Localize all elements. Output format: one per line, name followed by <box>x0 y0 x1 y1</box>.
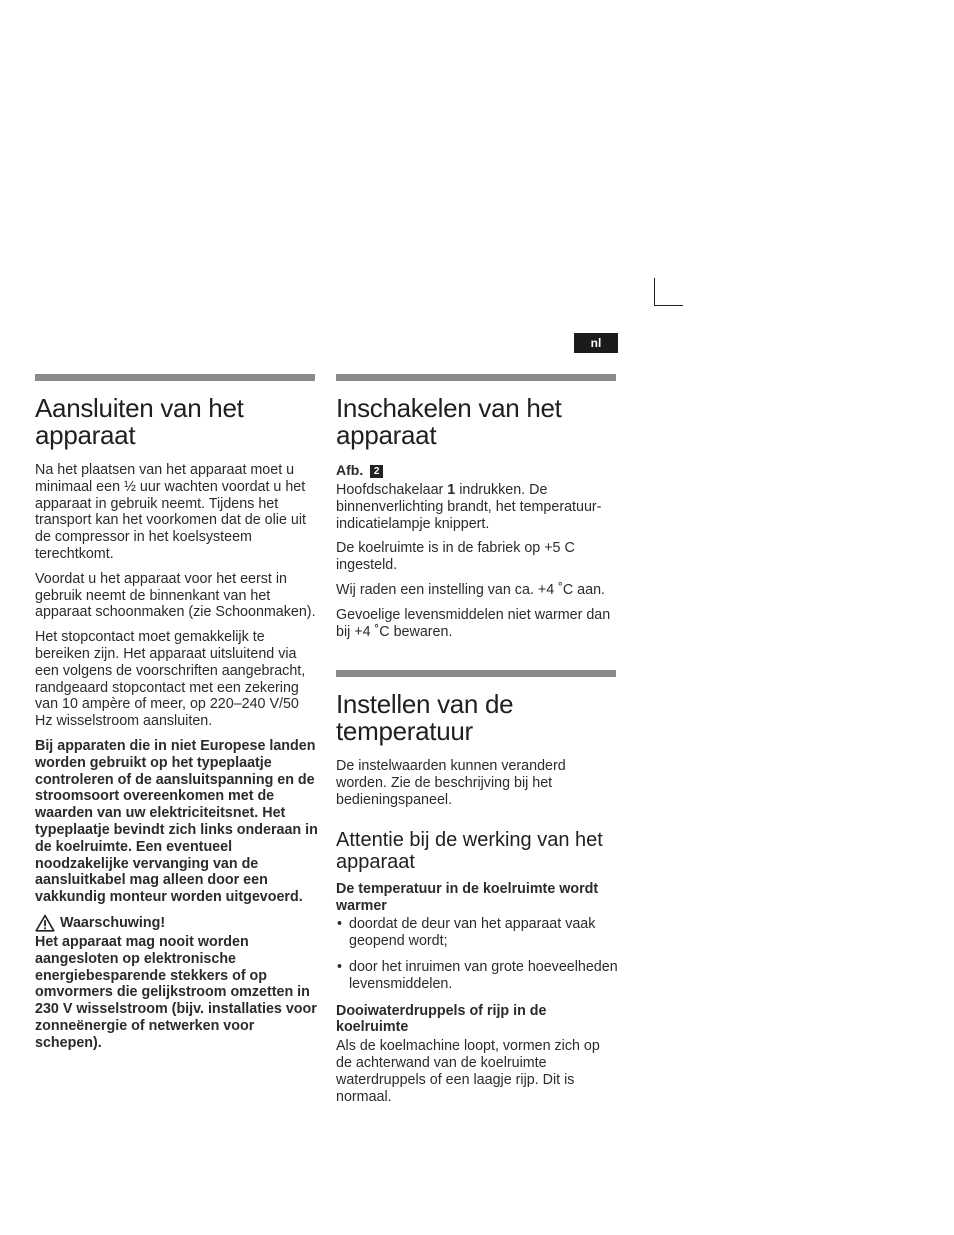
switch-number: 1 <box>447 482 456 498</box>
text-main-switch: Hoofdschakelaar <box>336 482 448 498</box>
list-item: • door het inruimen van grote hoeveelheden levensmiddelen. <box>336 959 619 993</box>
figure-reference <box>336 462 619 478</box>
paragraph-wait: Na het plaatsen van het apparaat moet u minimaal een ½ uur wachten voordat u het apparaat in gebruik neemt. Tijdens het transport kan het voorkomen dat de olie uit de compressor in het koelsysteem terechtkomt. <box>35 462 307 562</box>
heading-connecting: Aansluiten van het apparaat <box>35 393 244 450</box>
paragraph-clean: Voordat u het apparaat voor het eerst in gebruik neemt de binnenkant van het apparaat schoonmaken (zie Schoonmaken). <box>35 570 316 621</box>
section-temperature <box>336 670 619 1105</box>
warning-heading <box>35 914 318 932</box>
figure-number: 2 <box>370 465 383 478</box>
section-rule <box>336 670 616 677</box>
paragraph-non-european: Bij apparaten die in niet Europese landen worden gebruikt op het typeplaatje controleren of de aansluitspanning en de stroomsoort overeenkomen met de waarden van uw elektriciteitsnet. Het typeplaatje bevindt zich links onderaan in de koelruimte. Een eventueel noodzakelijke vervanging van de aansluitkabel mag alleen door een vakkundig monteur worden uitgevoerd. <box>35 737 318 906</box>
crop-mark <box>654 278 683 306</box>
figure-label: Afb. <box>336 462 364 478</box>
bold-heading-droplets: Dooiwaterdruppels of rijp in de koelruimte <box>336 1002 547 1036</box>
language-badge: nl <box>574 333 618 353</box>
left-column <box>35 374 318 1060</box>
paragraph-socket: Het stopcontact moet gemakkelijk te bereiken zijn. Het apparaat uitsluitend via een volgens de voorschriften aangebracht, randgeaard stopcontact met een zekering van 10 ampère of meer, op 220–240 V/50 Hz wisselstroom aansluiten. <box>35 629 306 730</box>
text-lighting: indrukken. De binnenverlichting brandt, het temperatuur-indicatielampje knippert. <box>336 482 602 532</box>
heading-switch-on: Inschakelen van het apparaat <box>336 393 562 450</box>
paragraph-recommended: Wij raden een instelling van ca. +4 ˚C aan. <box>336 581 606 598</box>
bullet-list <box>336 916 619 992</box>
subheading-attention: Attentie bij de werking van het apparaat <box>336 828 603 873</box>
section-rule <box>35 374 315 381</box>
paragraph-main-switch <box>336 482 619 532</box>
paragraph-settings: De instelwaarden kunnen veranderd worden. Zie de beschrijving bij het bedieningspaneel. <box>336 758 566 808</box>
paragraph-sensitive-food: Gevoelige levensmiddelen niet warmer dan bij +4 ˚C bewaren. <box>336 606 611 640</box>
heading-temperature: Instellen van de temperatuur <box>336 689 514 747</box>
paragraph-droplets: Als de koelmachine loopt, vormen zich op de achterwand van de koelruimte waterdruppels of een laagje rijp. Dit is normaal. <box>336 1038 600 1105</box>
list-item: • doordat de deur van het apparaat vaak geopend wordt; <box>336 916 619 950</box>
paragraph-factory-setting: De koelruimte is in de fabriek op +5 C ingesteld. <box>336 540 575 574</box>
warning-title: Waarschuwing! <box>60 914 166 931</box>
warning-triangle-icon <box>35 914 55 932</box>
right-column <box>336 374 619 1113</box>
warning-text: Het apparaat mag nooit worden aangesloten op elektronische energiebesparende stekkers of op omvormers die gelijkstroom omzetten in 230 V wisselstroom (bijv. installaties voor zonneënergie of netwerken voor schepen). <box>35 933 317 1051</box>
bold-heading-warmer: De temperatuur in de koelruimte wordt warmer <box>336 880 599 914</box>
section-rule <box>336 374 616 381</box>
